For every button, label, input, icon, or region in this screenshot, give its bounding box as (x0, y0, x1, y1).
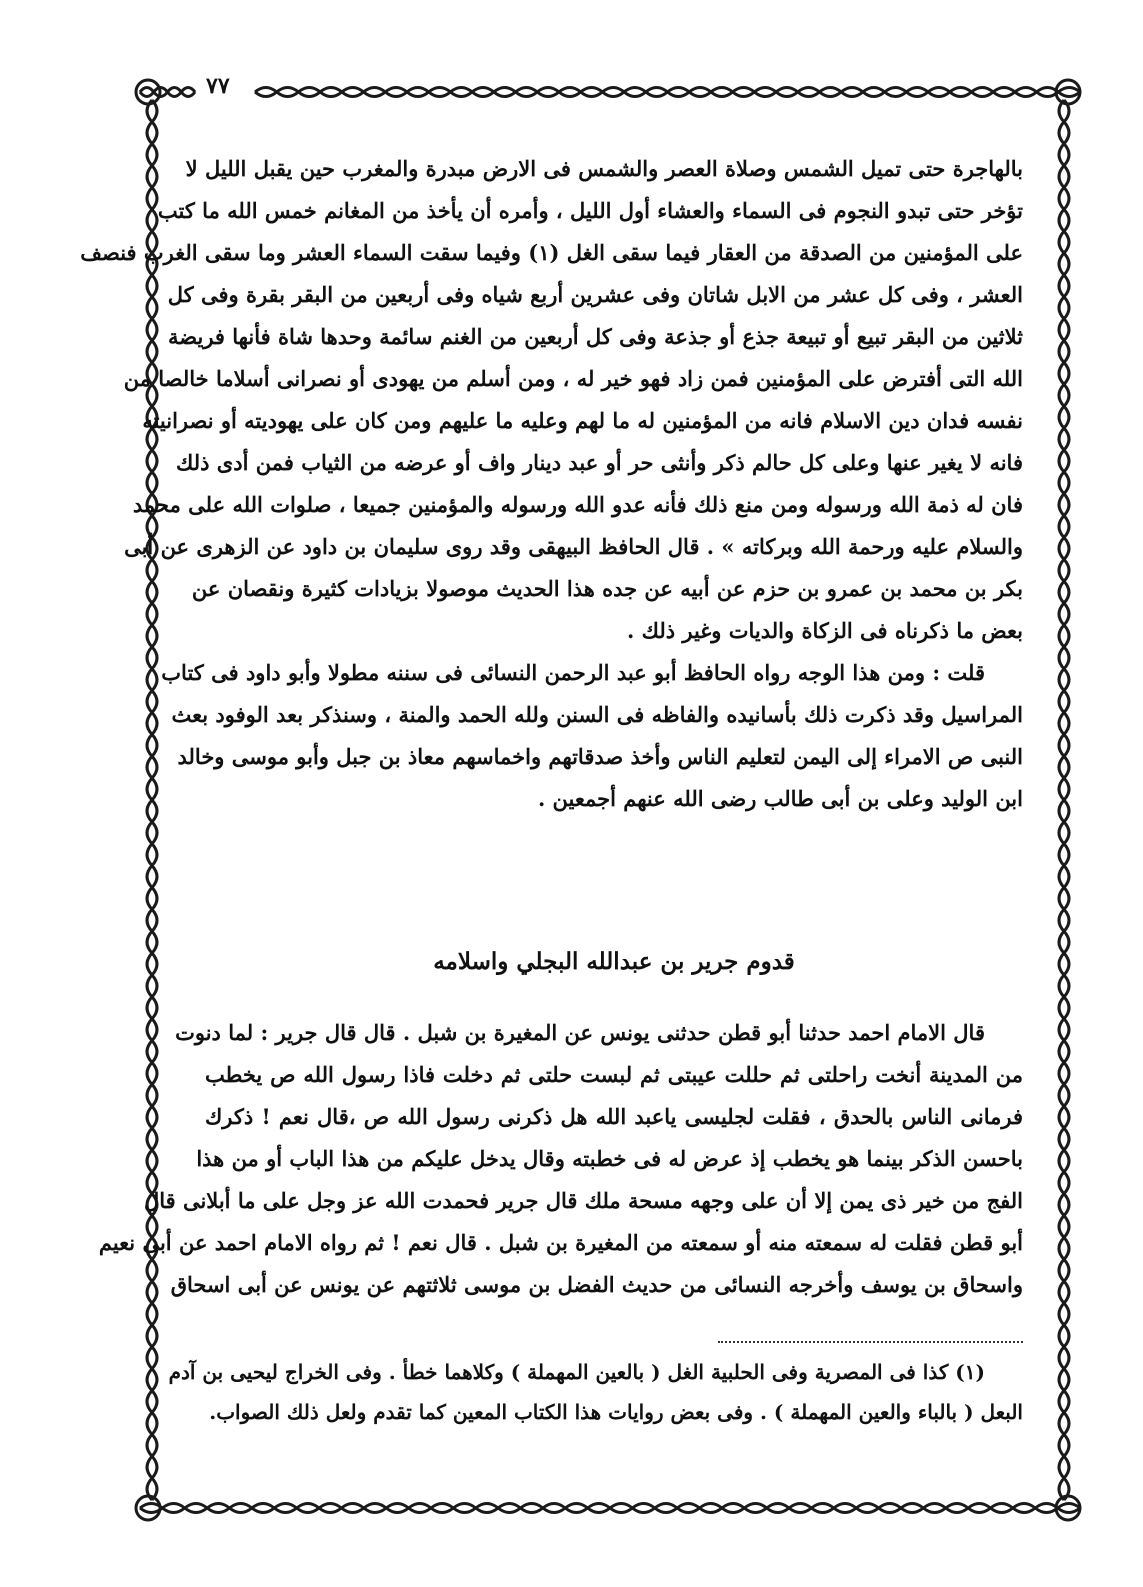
main-text (80, 148, 1023, 820)
text-line: العشر ، وفى كل عشر من الابل شاتان وفى عشرين أربع شياه وفى أربعين من البقر بقرة وفى كل (167, 282, 1023, 307)
text-line: الفج من خير ذى يمن إلا أن على وجهه مسحة ملك قال جرير فحمدت الله عز وجل على ما أبلانى قال (143, 1188, 1023, 1213)
text-line: فرمانى الناس بالحدق ، فقلت لجليسى ياعبد الله هل ذكرنى رسول الله ص ،قال نعم ! ذكرك (205, 1104, 1023, 1129)
text-line: ابن الوليد وعلى بن أبى طالب رضى الله عنهم أجمعين . (537, 786, 1023, 811)
text-line: قلت : ومن هذا الوجه رواه الحافظ أبو عبد الرحمن النسائى فى سننه مطولا وأبو داود فى كتاب (161, 660, 985, 685)
paragraph-3 (98, 1012, 1023, 1306)
text-line: أبو قطن فقلت له سمعته منه أو سمعته من المغيرة بن شبل . قال نعم ! ثم رواه الامام احمد عن أبى نعيم (98, 1230, 1023, 1255)
text-line: النبى ص الامراء إلى اليمن لتعليم الناس وأخذ صدقاتهم واخماسهم معاذ بن جبل وأبو موسى وخالد (177, 744, 1023, 769)
section-heading: قدوم جرير بن عبدالله البجلي واسلامه (433, 948, 795, 975)
corner-ornament (136, 1496, 160, 1520)
text-line: فان له ذمة الله ورسوله ومن منع ذلك فأنه عدو الله ورسوله والمؤمنين جميعا ، صلوات الله على محمد (132, 492, 1023, 517)
text-line: من المدينة أنخت راحلتى ثم حللت عيبتى ثم لبست حلتى ثم دخلت فاذا رسول الله ص يخطب (205, 1062, 1023, 1087)
text-line: المراسيل وقد ذكرت ذلك بأسانيده والفاظه فى السنن ولله الحمد والمنة ، وسنذكر بعد الوفود بعث (171, 702, 1023, 727)
footnote-divider (718, 1341, 1023, 1343)
footnote-line: البعل ( بالباء والعين المهملة ) . وفى بعض روايات هذا الكتاب المعين كما تقدم ولعل ذلك الصواب. (209, 1400, 1023, 1424)
footnote-line: (١) كذا فى المصرية وفى الحلبية الغل ( بالعين المهملة ) وكلاهما خطأ . وفى الخراج ليحيى بن آدم (168, 1360, 985, 1384)
text-line: تؤخر حتى تبدو النجوم فى السماء والعشاء أول الليل ، وأمره أن يأخذ من المغانم خمس الله ما كتب (157, 198, 1023, 223)
text-line: ثلاثين من البقر تبيع أو تبيعة جذع أو جذعة وفى كل أربعين من الغنم سائمة وحدها شاة فأنها فريضة (168, 324, 1023, 349)
paragraph-1 (80, 148, 1023, 652)
text-line: واسحاق بن يوسف وأخرجه النسائى من حديث الفضل بن موسى ثلاثتهم عن يونس عن أبى اسحاق (170, 1272, 1023, 1297)
hadith-text (98, 1012, 1023, 1306)
text-line: بالهاجرة حتى تميل الشمس وصلاة العصر والشمس فى الارض مبدرة والمغرب حين يقبل الليل لا (185, 156, 1023, 181)
text-line: نفسه فدان دين الاسلام فانه من المؤمنين له ما لهم وعليه ما عليهم ومن كان على يهوديته أو نصرانيته (142, 408, 1023, 433)
footnote (168, 1352, 1023, 1432)
text-line: باحسن الذكر بينما هو يخطب إذ عرض له فى خطبته وقال يدخل عليكم من هذا الباب أو من هذا (196, 1146, 1023, 1171)
text-line: والسلام عليه ورحمة الله وبركاته » . قال الحافظ البيهقى وقد روى سليمان بن داود عن الزهرى عن أبى (124, 534, 1023, 559)
text-line: على المؤمنين من الصدقة من العقار فيما سقى الغل (١) وفيما سقت السماء العشر وما سقى الغرب فنصف (80, 240, 1023, 265)
text-line: بكر بن محمد بن عمرو بن حزم عن أبيه عن جده هذا الحديث موصولا بزيادات كثيرة ونقصان عن (191, 576, 1023, 601)
text-line: قال الامام احمد حدثنا أبو قطن حدثنى يونس عن المغيرة بن شبل . قال قال جرير : لما دنوت (175, 1020, 985, 1045)
page-number: ٧٧ (206, 73, 230, 99)
text-line: بعض ما ذكرناه فى الزكاة والديات وغير ذلك . (627, 618, 1023, 643)
text-line: فانه لا يغير عنها وعلى كل حالم ذكر وأنثى حر أو عبد دينار واف أو عرضه من الثياب فمن أدى ذلك (176, 450, 1023, 475)
text-line: الله التى أفترض على المؤمنين فمن زاد فهو خير له ، ومن أسلم من يهودى أو نصرانى أسلاما خالصا من (123, 366, 1023, 391)
corner-ornament (136, 80, 160, 104)
paragraph-2 (161, 652, 1023, 820)
